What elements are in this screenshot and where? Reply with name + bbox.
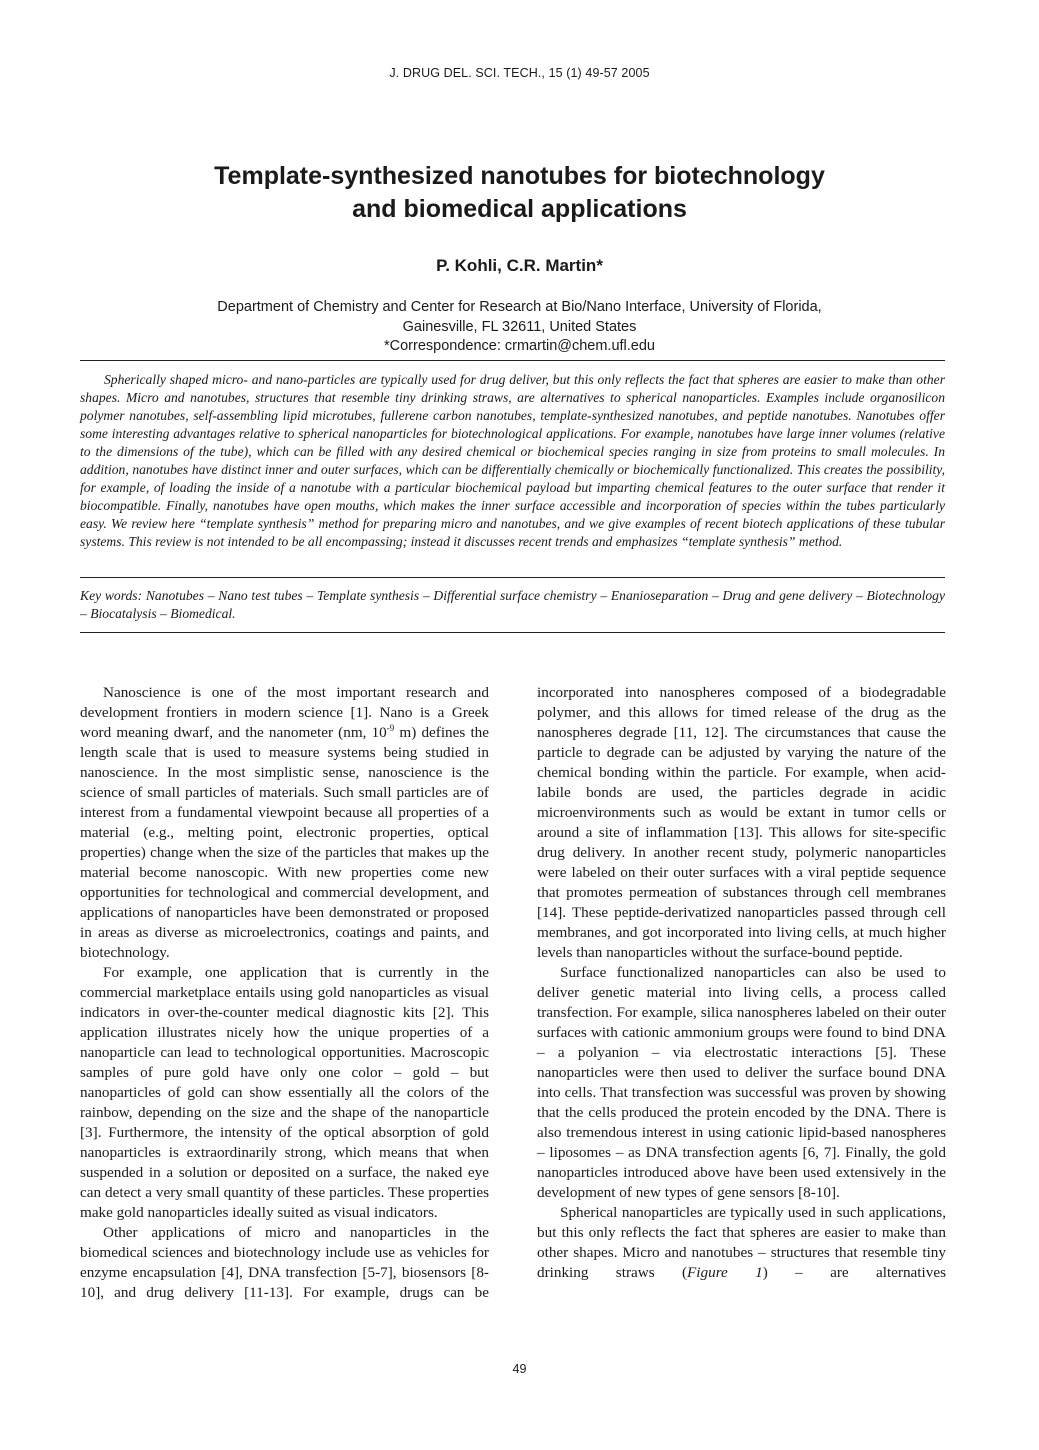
superscript: -9 bbox=[386, 722, 395, 733]
body-column-left bbox=[80, 683, 489, 1303]
divider-middle bbox=[80, 577, 945, 578]
paragraph: For example, one application that is currently in the commercial marketplace entails using gold nanoparticles as visual indicators in over-the-counter medical diagnostic kits [2]. This application illustrates nicely how the unique properties of a nanoparticle can lead to technological opportunities. Macroscopic samples of pure gold have only one color – gold – but nanoparticles of gold can show essentially all the colors of the rainbow, depending on the size and the shape of the nanoparticle [3]. Furthermore, the intensity of the optical absorption of gold nanoparticles is extraordinarily strong, which means that when suspended in a solution or deposited on a surface, the naked eye can detect a very small quantity of these particles. These properties make gold nanoparticles ideally suited as visual indicators. bbox=[80, 964, 489, 1221]
affiliation bbox=[80, 298, 959, 357]
abstract: Spherically shaped micro- and nano-particles are typically used for drug deliver, but this only reflects the fact that spheres are easier to make than other shapes. Micro and nanotubes, structures that resemble tiny drinking straws, are alternatives to spherical nanoparticles. Examples include organosilicon polymer nanotubes, self-assembling lipid microtubes, fullerene carbon nanotubes, template-synthesized nanotubes, and peptide nanotubes. Nanotubes offer some interesting advantages relative to spherical nanoparticles for biotechnological applications. For example, nanotubes have large inner volumes (relative to the dimensions of the tube), which can be filled with any desired chemical or biochemical species ranging in size from proteins to small molecules. In addition, nanotubes have distinct inner and outer surfaces, which can be differentially chemically or biochemically functionalized. This creates the possibility, for example, of loading the inside of a nanotube with a particular biochemical payload but imparting chemical features to the outer surface that render it biocompatible. Finally, nanotubes have open mouths, which makes the inner surface accessible and incorporation of species within the tubes particularly easy. We review here “template synthesis” method for preparing micro and nanotubes, and we give examples of recent biotech applications of these tubular systems. This review is not intended to be all encompassing; instead it discusses recent trends and emphasizes “template synthesis” method. bbox=[80, 372, 945, 549]
keywords: Key words: Nanotubes – Nano test tubes – Template synthesis – Differential surface chemistry – Enanioseparation – Drug and gene delivery – Biotechnology – Biocatalysis – Biomedical. bbox=[80, 588, 945, 621]
title-line-2: and biomedical applications bbox=[352, 195, 687, 223]
title-line-1: Template-synthesized nanotubes for biotechnology bbox=[214, 162, 825, 190]
divider-bottom bbox=[80, 632, 945, 633]
paragraph: Nanoscience is one of the most important research and development frontiers in modern science [1]. Nano is a Greek word meaning dwarf, and the nanometer (nm, $10^{-9}$ m) defines the length scale that is used to measure systems being studied in nanoscience. In the most simplistic sense, nanoscience is the science of small particles of materials. Such small particles are of interest from a fundamental viewpoint because all properties of a material (e.g., melting point, electronic properties, optical properties) change when the size of the particles that makes up the material become nanoscopic. With new properties come new opportunities for technological and commercial development, and applications of nanoparticles have been demonstrated or proposed in areas as diverse as microelectronics, coatings and paints, and biotechnology. bbox=[80, 684, 489, 961]
paragraph: Spherical nanoparticles are typically used in such applications, but this only reflects the fact that spheres are easier to make than other shapes. Micro and nanotubes – structures that resemble tiny drinking straws (Figure 1) – are alternatives bbox=[537, 1204, 946, 1281]
journal-reference: J. DRUG DEL. SCI. TECH., 15 (1) 49-57 2005 bbox=[389, 66, 650, 80]
figure-reference[interactable]: Figure 1 bbox=[687, 1264, 763, 1281]
paragraph: Other applications of micro and nanoparticles in the biomedical sciences and biotechnology include use as vehicles for enzyme encapsulation [4], DNA transfection [5-7], biosensors [8-10], and drug delivery [11-13]. For example, drugs can be bbox=[80, 1224, 489, 1301]
body-column-right bbox=[537, 683, 946, 1283]
affiliation-line-2: Gainesville, FL 32611, United States bbox=[402, 318, 637, 335]
paragraph: Surface functionalized nanoparticles can also be used to deliver genetic material into living cells, a process called transfection. For example, silica nanospheres labeled on their outer surfaces with cationic ammonium groups were found to bind DNA – a polyanion – via electrostatic interactions [5]. These nanoparticles were then used to deliver the surface bound DNA into cells. That transfection was successful was proven by showing that the cells produced the protein encoded by the DNA. There is also tremendous interest in using cationic lipid-based nanospheres – liposomes – as DNA transfection agents [6, 7]. Finally, the gold nanoparticles introduced above have been used extensively in the development of new types of gene sensors [8-10]. bbox=[537, 964, 946, 1201]
page-number: 49 bbox=[512, 1362, 527, 1376]
article-title bbox=[100, 160, 939, 226]
paragraph: incorporated into nanospheres composed of a biodegradable polymer, and this allows for timed release of the drug as the nanospheres degrade [11, 12]. The circumstances that cause the particle to degrade can be adjusted by varying the nature of the chemical bonding within the particle. For example, when acid-labile bonds are used, the particles degrade in acidic microenvironments such as would be extant in tumor cells or around a site of inflammation [13]. This allows for site-specific drug delivery. In another recent study, polymeric nanoparticles were labeled on their outer surfaces with a viral peptide sequence that promotes permeation of substances through cell membranes [14]. These peptide-derivatized nanoparticles passed through cell membranes, and got incorporated into living cells, at much higher levels than nanoparticles without the surface-bound peptide. bbox=[537, 684, 946, 961]
affiliation-line-1: Department of Chemistry and Center for Research at Bio/Nano Interface, University of Florida, bbox=[217, 299, 822, 315]
divider-top bbox=[80, 360, 945, 361]
authors: P. Kohli, C.R. Martin* bbox=[436, 256, 603, 275]
correspondence: *Correspondence: crmartin@chem.ufl.edu bbox=[383, 338, 655, 354]
